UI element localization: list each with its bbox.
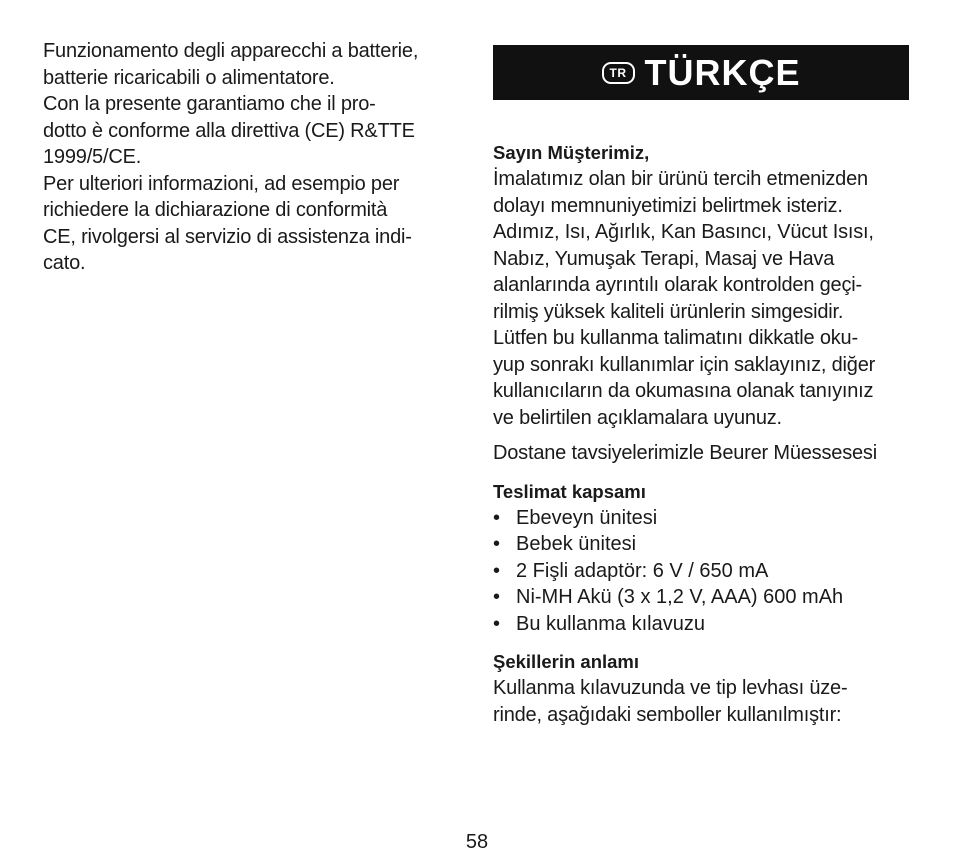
- list-item-text: Ebeveyn ünitesi: [516, 506, 658, 529]
- text-line: Per ulteriori informazioni, ad esempio per: [43, 172, 400, 195]
- bullet-icon: •: [493, 612, 501, 635]
- text-line: rinde, aşağıdaki semboller kullanılmıştır:: [493, 703, 842, 726]
- list-item-text: Bu kullanma kılavuzu: [516, 612, 705, 635]
- list-item: [493, 531, 913, 558]
- text-line: Lütfen bu kullanma talimatını dikkatle oku-: [493, 327, 858, 349]
- list-item: [493, 505, 913, 532]
- text-line: rilmiş yüksek kaliteli ürünlerin simgesidir.: [493, 300, 844, 323]
- language-title: TÜRKÇE: [644, 51, 801, 93]
- list-item: [493, 584, 913, 611]
- text-line: Funzionamento degli apparecchi a batterie,: [43, 40, 419, 62]
- text-line: Nabız, Yumuşak Terapi, Masaj ve Hava: [493, 247, 835, 270]
- text-line: ve belirtilen açıklamalara uyunuz.: [493, 406, 782, 429]
- signoff: [493, 440, 913, 467]
- left-column: [43, 38, 463, 277]
- list-item-text: 2 Fişli adaptör: 6 V / 650 mA: [516, 559, 769, 582]
- text-line: cato.: [43, 252, 86, 274]
- greeting-heading: Sayın Müşterimiz,: [493, 142, 650, 163]
- language-banner: [493, 45, 909, 100]
- delivery-heading: Teslimat kapsamı: [493, 480, 646, 502]
- text-line: İmalatımız olan bir ürünü tercih etmenizden: [493, 168, 868, 190]
- text-line: kullanıcıların da okumasına olanak tanıyınız: [493, 380, 874, 402]
- text-line: Dostane tavsiyelerimizle Beurer Müessesesi: [493, 442, 877, 464]
- text-line: Adımız, Isı, Ağırlık, Kan Basıncı, Vücut Isısı,: [493, 221, 874, 243]
- greeting-body: [493, 166, 913, 431]
- text-line: batterie ricaricabili o alimentatore.: [43, 66, 335, 89]
- page-number: 58: [465, 831, 489, 853]
- text-line: alanlarında ayrıntılı olarak kontrolden geçi-: [493, 274, 862, 296]
- symbols-heading: Şekillerin anlamı: [493, 651, 640, 672]
- list-item: [493, 611, 913, 638]
- text-line: yup sonrakı kullanımlar için saklayınız, diğer: [493, 353, 876, 376]
- text-line: richiedere la dichiarazione di conformità: [43, 199, 388, 221]
- text-line: CE, rivolgersi al servizio di assistenza indi-: [43, 225, 412, 248]
- symbols-body: [493, 675, 913, 728]
- list-item-text: Bebek ünitesi: [516, 533, 637, 555]
- bullet-icon: •: [493, 586, 501, 608]
- text-line: dotto è conforme alla direttiva (CE) R&TTE: [43, 119, 415, 142]
- delivery-list: [493, 505, 913, 638]
- text-line: dolayı memnuniyetimizi belirtmek isteriz.: [493, 194, 843, 217]
- text-line: Kullanma kılavuzunda ve tip levhası üze-: [493, 677, 848, 699]
- bullet-icon: •: [493, 533, 501, 555]
- bullet-icon: •: [493, 559, 501, 582]
- language-code-badge: TR: [602, 62, 635, 84]
- list-item-text: Ni-MH Akü (3 x 1,2 V, AAA) 600 mAh: [516, 586, 844, 608]
- right-column: [493, 45, 913, 728]
- text-line: Con la presente garantiamo che il pro-: [43, 93, 376, 115]
- bullet-icon: •: [493, 506, 501, 529]
- text-line: 1999/5/CE.: [43, 146, 142, 168]
- list-item: [493, 558, 913, 585]
